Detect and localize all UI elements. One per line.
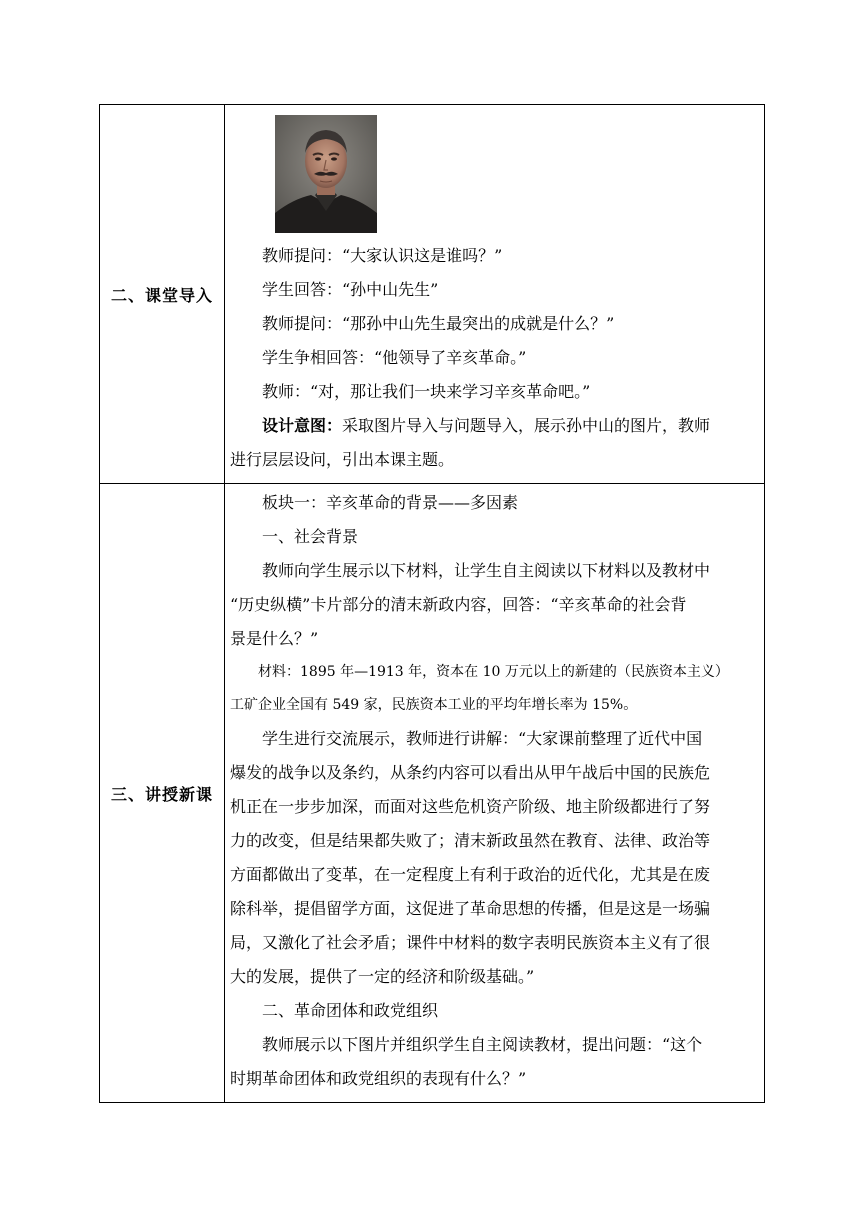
lesson-plan-table: [99, 104, 765, 1103]
para-2-line-4: 力的改变，但是结果都失败了；清末新政虽然在教育、法律、政治等: [230, 831, 711, 850]
para-2-line-1: 学生进行交流展示，教师进行讲解：“大家课前整理了近代中国: [262, 729, 703, 748]
intro-row: [100, 105, 765, 484]
design-intent-label: 设计意图：: [262, 416, 343, 435]
para-2-line-7: 局，又激化了社会矛盾；课件中材料的数字表明民族资本主义有了很: [230, 933, 711, 952]
intro-line-4: 学生争相回答：“他领导了辛亥革命。”: [262, 348, 527, 367]
design-intent-cont: 进行层层设问，引出本课主题。: [230, 450, 455, 469]
para-3-line-1: 教师展示以下图片并组织学生自主阅读教材，提出问题：“这个: [262, 1035, 703, 1054]
material-line-2: 工矿企业全国有 549 家，民族资本工业的平均年增长率为 15%。: [230, 697, 638, 713]
design-intent: [230, 409, 754, 443]
design-intent-text-1: 采取图片导入与问题导入，展示孙中山的图片，教师: [342, 416, 711, 435]
section-2-title: 二、革命团体和政党组织: [262, 1001, 439, 1020]
new-lesson-label: 三、讲授新课: [100, 484, 225, 1103]
intro-content: [225, 105, 765, 484]
intro-line-3: 教师提问：“那孙中山先生最突出的成就是什么？”: [262, 314, 615, 333]
intro-label: 二、课堂导入: [100, 105, 225, 484]
para-2-line-5: 方面都做出了变革，在一定程度上有利于政治的近代化，尤其是在废: [230, 865, 711, 884]
para-3-line-2: 时期革命团体和政党组织的表现有什么？”: [230, 1069, 527, 1088]
para-1-line-2: “历史纵横”卡片部分的清末新政内容，回答：“辛亥革命的社会背: [230, 595, 687, 614]
module-title: 板块一：辛亥革命的背景——多因素: [262, 493, 519, 512]
para-2-line-3: 机正在一步步加深，而面对这些危机资产阶级、地主阶级都进行了努: [230, 797, 711, 816]
new-lesson-row: [100, 484, 765, 1103]
intro-line-2: 学生回答：“孙中山先生”: [262, 280, 439, 299]
para-2-line-6: 除科举，提倡留学方面，这促进了革命思想的传播，但是这是一场骗: [230, 899, 711, 918]
para-2-line-8: 大的发展，提供了一定的经济和阶级基础。”: [230, 967, 535, 986]
section-1-title: 一、社会背景: [262, 527, 359, 546]
new-lesson-content: [225, 484, 765, 1103]
portrait-image: [275, 115, 377, 233]
para-1-line-3: 景是什么？”: [230, 629, 319, 648]
para-2-line-2: 爆发的战争以及条约，从条约内容可以看出从甲午战后中国的民族危: [230, 763, 711, 782]
para-1-line-1: 教师向学生展示以下材料，让学生自主阅读以下材料以及教材中: [262, 561, 711, 580]
intro-line-5: 教师：“对，那让我们一块来学习辛亥革命吧。”: [262, 382, 591, 401]
material-line-1: 材料：1895 年—1913 年，资本在 10 万元以上的新建的（民族资本主义）: [258, 664, 729, 680]
intro-line-1: 教师提问：“大家认识这是谁吗？”: [262, 246, 503, 265]
